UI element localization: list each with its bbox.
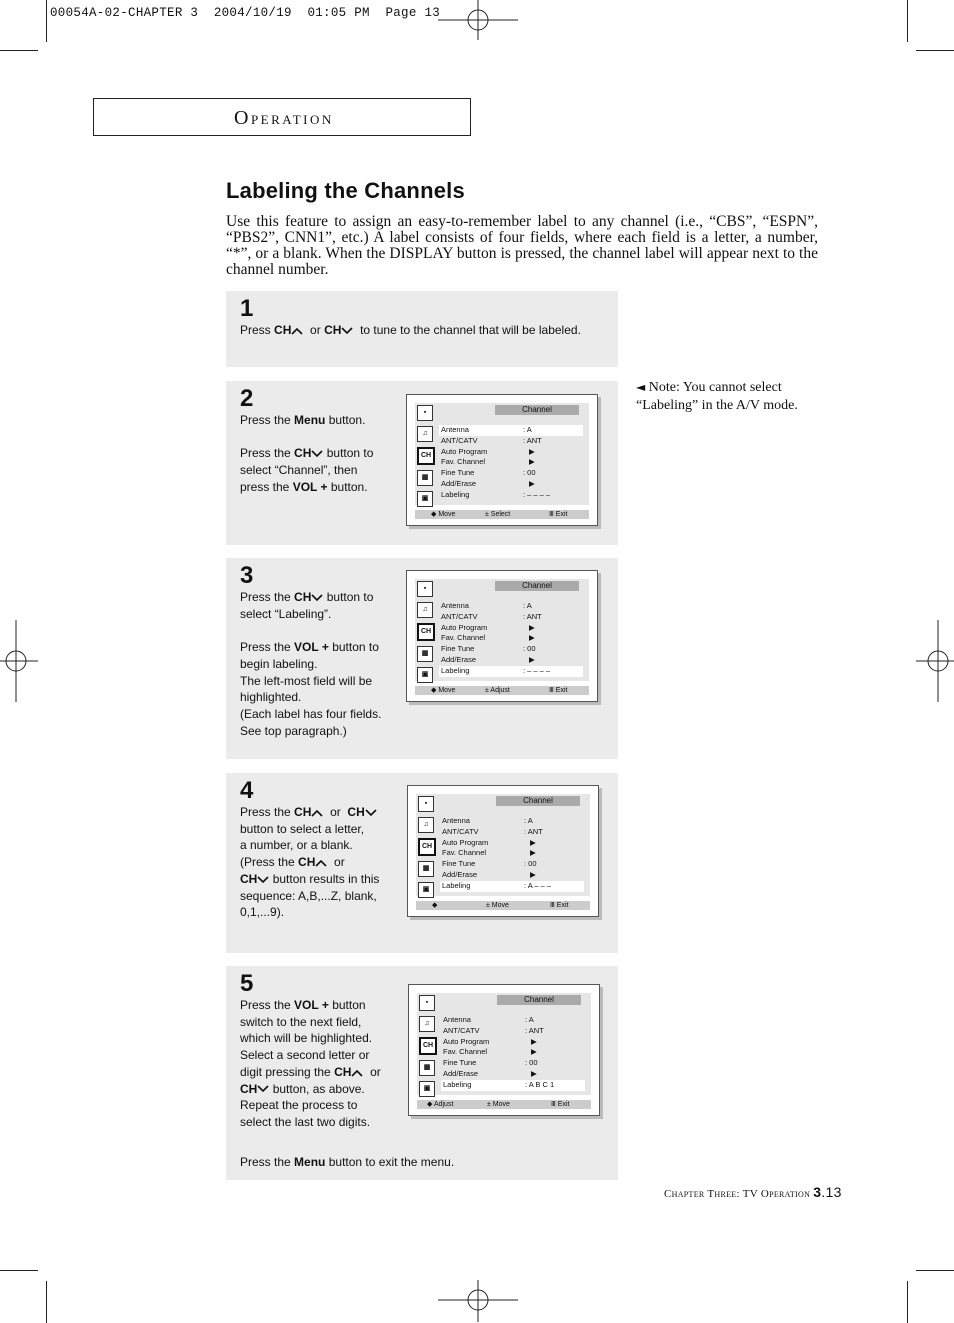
step-text-exit: Press the Menu button to exit the menu. [240,1155,455,1169]
chevron-up-icon [351,1069,363,1077]
registration-mark-bottom [436,1280,520,1323]
tv-icon: ▪ [419,995,435,1011]
crop-mark [916,1270,954,1271]
menu-title: Channel [495,405,579,415]
step-number: 4 [240,777,254,804]
pip-icon: ▣ [417,491,433,507]
step-text: Press the Menu button. Press the CH button to select “Channel”, then press the VOL + button. [240,413,374,494]
crop-mark [907,0,908,42]
chevron-down-icon [341,327,353,335]
menu-row: Antenna : A [439,425,583,436]
menu-row: Fine Tune : 00 [441,468,536,478]
chapter-number: 3 [813,1184,822,1200]
features-icon: ▦ [417,646,433,662]
menu-row: Labeling : A B C 1 [441,1080,585,1091]
menu-icon-column [418,796,434,903]
step-number: 2 [240,385,254,412]
crop-mark [46,1281,47,1323]
menu-row: ANT/CATV : ANT [442,826,543,836]
menu-row: Auto Program ▶ [442,837,536,847]
menu-screen [406,394,598,526]
page-number: .13 [821,1184,842,1200]
menu-row: Antenna : A [443,1015,534,1024]
menu-screen [407,785,599,917]
menu-help-bar: ◆ ± Move Ⅲ Exit [416,901,590,910]
page-footer [664,1184,842,1200]
menu-help-bar: ◆ Move ± Adjust Ⅲ Exit [415,686,589,695]
menu-icon-column [417,581,433,688]
tv-icon: ▪ [418,796,434,812]
step-2 [226,381,618,545]
menu-row: Labeling : A – – – [440,881,584,892]
section-label [234,107,334,130]
menu-title: Channel [497,995,581,1005]
step-1 [226,291,618,367]
section-label-rest: PERATION [250,112,334,127]
crop-mark [907,1281,908,1323]
crop-mark [46,0,47,42]
menu-row: Labeling : – – – – [439,666,583,677]
registration-mark-top [436,0,520,42]
note-text: Note: You cannot select “Labeling” in the A/V mode. [636,380,798,413]
chevron-down-icon [311,594,323,602]
section-label-initial: O [234,107,251,129]
menu-rows [439,425,583,501]
menu-help-bar: ◆ Adjust ± Move Ⅲ Exit [417,1100,591,1109]
step-text: Press the CH button to select “Labeling”. Press the VOL + button to begin labeling. The left-most field will be highlighted. (Each label has four fields. See top paragraph.) [240,590,382,738]
menu-rows [439,601,583,677]
page-title: Labeling the Channels [226,178,465,203]
menu-title: Channel [495,581,579,591]
menu-icon-column [417,405,433,512]
tv-icon: ▪ [417,581,433,597]
menu-row: Fav. Channel ▶ [442,848,536,858]
menu-screen [408,984,600,1116]
sound-icon: ♫ [418,817,434,833]
menu-rows [441,1015,585,1091]
section-tab [93,98,471,136]
chevron-up-icon [291,327,303,335]
print-header: 00054A-02-CHAPTER 3 2004/10/19 01:05 PM Page 13 [50,6,441,20]
chevron-down-icon [365,809,377,817]
registration-mark-right [914,620,954,702]
step-number: 5 [240,970,254,997]
crop-mark [916,50,954,51]
step-text: Press CH or CH to tune to the channel that will be labeled. [240,323,581,337]
note-arrow-icon: ◄ [636,380,646,394]
pip-icon: ▣ [417,667,433,683]
step-3 [226,558,618,759]
pip-icon: ▣ [419,1081,435,1097]
menu-row: Fine Tune : 00 [443,1058,538,1068]
menu-title: Channel [496,796,580,806]
channel-icon: CH [417,623,435,641]
menu-row: ANT/CATV : ANT [441,435,542,445]
menu-row: Antenna : A [441,601,532,610]
features-icon: ▦ [419,1060,435,1076]
chevron-down-icon [257,876,269,884]
menu-row: Auto Program ▶ [441,446,535,456]
step-text: Press the VOL + button switch to the next field, which will be highlighted. Select a second letter or digit pressing the CH or CH button, as above. Repeat the process to select the last two digits. [240,998,381,1129]
menu-row: Auto Program ▶ [443,1036,537,1046]
step-number: 1 [240,295,254,322]
tv-icon: ▪ [417,405,433,421]
menu-rows [440,816,584,892]
menu-row: Auto Program ▶ [441,622,535,632]
menu-row: Fav. Channel ▶ [443,1047,537,1057]
menu-help-bar: ◆ Move ± Select Ⅲ Exit [415,510,589,519]
features-icon: ▦ [418,861,434,877]
menu-row: Antenna : A [442,816,533,825]
registration-mark-left [0,620,40,702]
menu-row: ANT/CATV : ANT [441,611,542,621]
intro-paragraph: Use this feature to assign an easy-to-remember label to any channel (i.e., “CBS”, “ESPN”, “PBS2”, CNN1”, etc.) A label consists of four fields, where each field is a letter, a number, “*”, or a blank. When the DISPLAY button is pressed, the channel label will appear next to the channel number. [226,213,818,278]
chevron-up-icon [311,809,323,817]
menu-icon-column [419,995,435,1102]
menu-row: Fav. Channel ▶ [441,633,535,643]
sound-icon: ♫ [417,426,433,442]
menu-row: Labeling : – – – – [441,489,551,499]
channel-icon: CH [417,447,435,465]
menu-row: Fine Tune : 00 [442,859,537,869]
channel-icon: CH [419,1037,437,1055]
sound-icon: ♫ [417,602,433,618]
crop-mark [0,50,38,51]
pip-icon: ▣ [418,882,434,898]
chevron-up-icon [315,859,327,867]
menu-row: ANT/CATV : ANT [443,1025,544,1035]
step-4 [226,773,618,953]
step-text: Press the CH or CH button to select a letter, a number, or a blank. (Press the CH or CH button results in this sequence: A,B,...Z, blank, 0,1,...9). [240,805,380,920]
chapter-label: Chapter Three: TV Operation [664,1188,811,1200]
chevron-down-icon [311,450,323,458]
step-5 [226,966,618,1180]
chevron-down-icon [257,1085,269,1093]
crop-mark [0,1270,38,1271]
menu-row: Add/Erase ▶ [441,478,535,488]
menu-row: Fine Tune : 00 [441,644,536,654]
note [636,378,816,415]
menu-screen [406,570,598,702]
features-icon: ▦ [417,470,433,486]
menu-row: Fav. Channel ▶ [441,457,535,467]
menu-row: Add/Erase ▶ [442,869,536,879]
menu-row: Add/Erase ▶ [441,654,535,664]
sound-icon: ♫ [419,1016,435,1032]
step-number: 3 [240,562,254,589]
channel-icon: CH [418,838,436,856]
menu-row: Add/Erase ▶ [443,1068,537,1078]
